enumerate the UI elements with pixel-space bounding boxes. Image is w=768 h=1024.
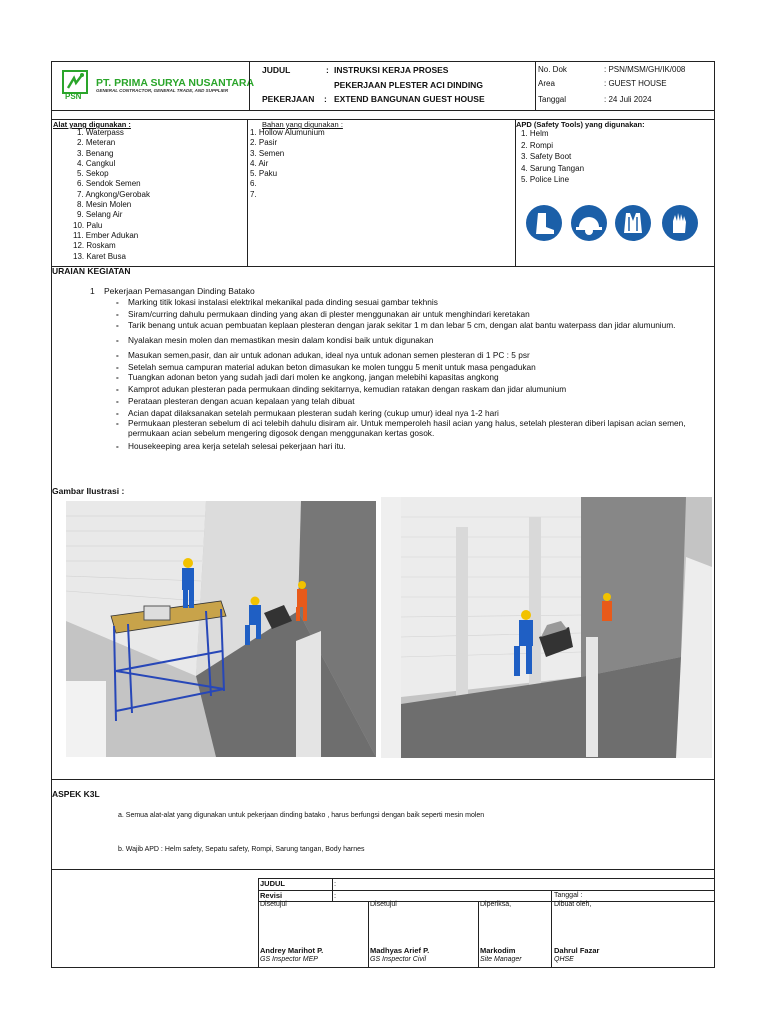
list-item: 2. Rompi [521,140,554,150]
tanggal-label: Tanggal [538,95,567,104]
divider [51,110,715,111]
list-item: 6. Sendok Semen [77,179,141,189]
helmet-icon [571,205,607,241]
divider [551,890,552,968]
apd-list [521,128,584,186]
list-item: 5. Sekop [77,169,109,179]
apd-title: APD (Safety Tools) yang digunakan: [516,120,645,129]
list-item: 1. Helm [521,129,549,138]
pekerjaan-label: PEKERJAAN [262,94,315,104]
list-item: 3. Benang [77,148,114,158]
list-item: - Setelah semua campuran material adukan beton dimasukan ke molen tunggu 5 menit untuk masa pengadukan [116,363,702,373]
tools-list [73,128,150,262]
list-item: 2. Meteran [77,138,116,148]
list-item: - Marking titik lokasi instalasi elektrikal mekanikal pada dinding sesuai gambar tekhnis [116,298,702,308]
divider [51,266,715,267]
area-value: : GUEST HOUSE [604,79,667,88]
uraian-title: URAIAN KEGIATAN [52,266,131,276]
list-item: 10. Palu [73,220,103,230]
list-item: - Tarik benang untuk acuan pembuatan keplaan plesteran dengan jarak sekitar 1 m dan lebar 5 cm, dengan alat bantu waterpass dan jidar alumunium. [116,321,702,331]
k3l-point-b: b. Wajib APD : Helm safety, Sepatu safety, Rompi, Sarung tangan, Body harnes [118,846,365,853]
approver-role: Dibuat oleh, [554,901,592,908]
list-item: - Masukan semen,pasir, dan air untuk adonan adukan, ideal nya untuk adonan semen plesteran di 1 PC : 5 psr [116,351,702,361]
list-item: 7. [250,189,257,199]
approver-position: Site Manager [480,956,522,963]
approver-role: Disetujui [260,901,287,908]
list-item: - Perataan plesteran dengan acuan kepalaan yang telah dibuat [116,397,702,407]
approval-revisi-colon: : [334,891,337,900]
section-number: 1 [90,286,95,296]
materials-list [250,128,325,200]
company-name: PT. PRIMA SURYA NUSANTARA [96,77,255,89]
list-item: 3. Semen [250,148,285,158]
tools-title: Alat yang digunakan : [53,120,131,129]
company-tagline: GENERAL CONTRACTOR, GENERAL TRADE, AND SUPPLIER [96,88,229,93]
judul-label: JUDUL [262,65,291,75]
divider [247,119,248,266]
divider [51,779,715,780]
approval-judul-colon: : [334,879,337,888]
list-item: 11. Ember Adukan [73,230,139,240]
list-item: 2. Pasir [250,138,278,148]
pekerjaan-value: EXTEND BANGUNAN GUEST HOUSE [334,94,485,104]
list-item: 6. [250,179,257,189]
k3l-title: ASPEK K3L [52,789,100,799]
ilustrasi-title: Gambar Ilustrasi : [52,486,125,496]
divider [258,890,715,891]
divider [478,901,479,968]
list-item: 4. Sarung Tangan [521,163,585,173]
no-dok-label: No. Dok [538,65,567,74]
judul-line1: INSTRUKSI KERJA PROSES [334,65,449,75]
pekerjaan-colon: : [324,94,327,104]
judul-colon: : [326,65,329,75]
approver-position: GS Inspector MEP [260,956,318,963]
divider [332,878,333,901]
no-dok-value: : PSN/MSM/GH/IK/008 [604,65,686,74]
approver-name: Madhyas Arief P. [370,946,430,955]
list-item: 13. Karet Busa [73,251,126,261]
list-item: 4. Air [250,158,269,168]
approval-judul-label: JUDUL [260,879,286,888]
list-item: 9. Selang Air [77,210,123,220]
list-item: - Tuangkan adonan beton yang sudah jadi dari molen ke angkong, jangan melebihi kapasitas angkong [116,373,702,383]
list-item: 12. Roskam [73,241,116,251]
list-item: - Kamprot adukan plesteran pada permukaan dinding sekitarnya, kemudian ratakan dengan raskam dan jidar alumunium [116,385,702,395]
list-item: 5. Police Line [521,175,570,184]
safety-boot-icon [526,205,562,241]
tanggal-value: : 24 Juli 2024 [604,95,652,104]
divider [258,878,259,968]
list-item: - Acian dapat dilaksanakan setelah permukaan plesteran sudah kering (cukup umur) ideal nya 1-2 hari [116,409,702,419]
logo-text: PSN [65,92,82,101]
divider [258,878,715,879]
list-item: 4. Cangkul [77,158,116,168]
list-item: 7. Angkong/Gerobak [77,189,150,199]
approver-position: QHSE [554,956,574,963]
approver-name: Dahrul Fazar [554,946,600,955]
k3l-point-a: a. Semua alat-alat yang digunakan untuk pekerjaan dinding batako , harus berfungsi dengan baik seperti mesin molen [118,812,485,819]
approver-role: Diperiksa, [480,901,512,908]
materials-title: Bahan yang digunakan : [262,120,343,129]
list-item: - Siram/curring dahulu permukaan dinding yang akan di plester menggunakan air untuk menghindari keretakan [116,310,702,320]
approver-role: Disetujui [370,901,397,908]
divider [51,869,715,870]
list-item: - Housekeeping area kerja setelah selesai pekerjaan hari itu. [116,442,702,452]
judul-line2: PEKERJAAN PLESTER ACI DINDING [334,80,483,90]
section-title: Pekerjaan Pemasangan Dinding Batako [104,286,255,296]
divider [535,61,536,110]
approver-position: GS Inspector Civil [370,956,427,963]
divider [368,901,369,968]
divider [249,61,250,110]
list-item: - Nyalakan mesin molen dan memastikan mesin dalam kondisi baik untuk digunakan [116,336,702,346]
vest-icon [615,205,651,241]
list-item: 8. Mesin Molen [77,200,132,210]
list-item: 1. Hollow Alumunium [250,128,325,137]
approver-name: Markodim [480,946,516,955]
list-item: - Permukaan plesteran sebelum di aci telebih dahulu disiram air. Untuk memperoleh hasil acian yang halus, setelah plesteran diberi lapisan acian semen, permukaan acian sebelum mengering digosok dengan menggunakan kertas gosok. [116,419,702,438]
illustration-wheelbarrow [381,497,712,758]
approver-name: Andrey Marihot P. [260,946,324,955]
list-item: 1. Waterpass [77,128,124,137]
divider [515,119,516,266]
gloves-icon [662,205,698,241]
approval-revisi-label: Revisi [260,891,283,900]
approval-tanggal-label: Tanggal : [554,892,583,899]
area-label: Area [538,79,555,88]
list-item: 5. Paku [250,169,278,179]
illustration-scaffolding [66,501,376,757]
steps-list [116,298,702,452]
list-item: 3. Safety Boot [521,152,572,161]
